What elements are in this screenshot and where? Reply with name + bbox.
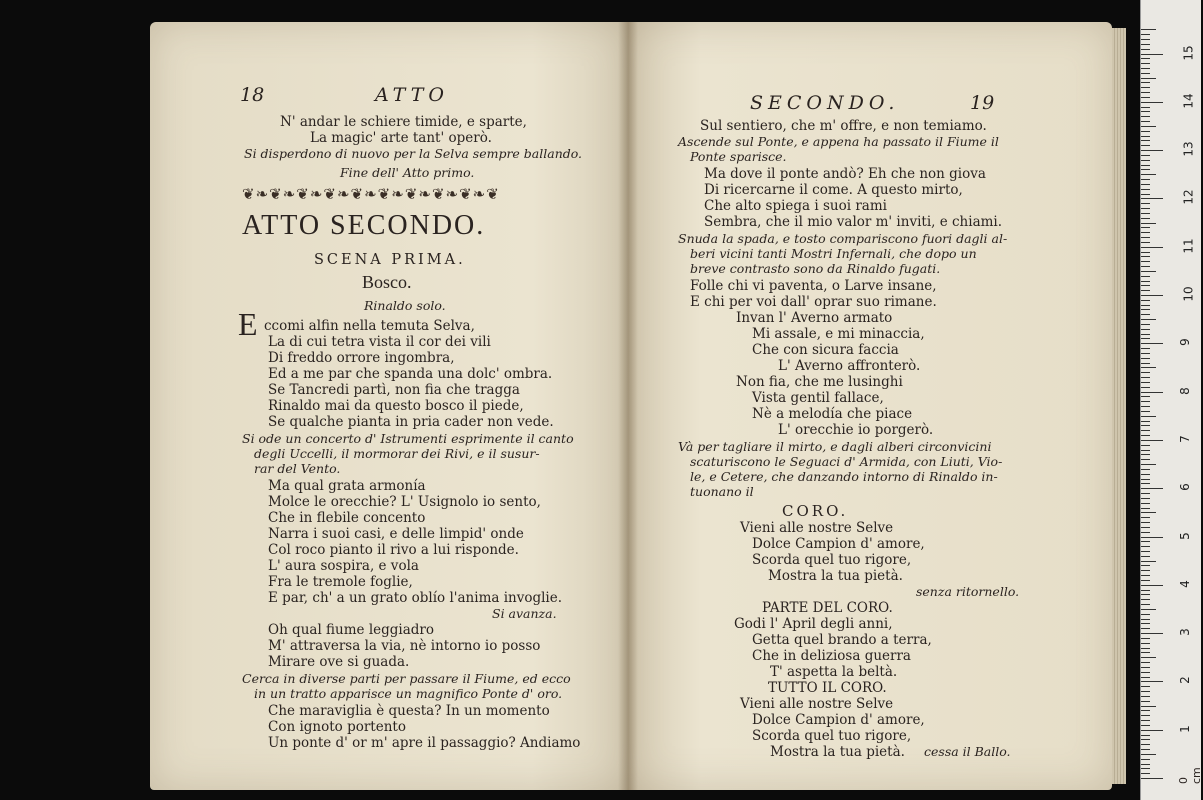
ruler-tick <box>1141 155 1150 156</box>
ruler-tick <box>1141 628 1150 629</box>
ruler-label: 14 <box>1181 93 1196 109</box>
ruler-label: 13 <box>1181 141 1196 157</box>
ruler-tick <box>1141 82 1150 83</box>
ruler-tick <box>1141 256 1150 257</box>
ruler-tick <box>1141 604 1150 605</box>
ruler-tick <box>1141 242 1150 243</box>
stage-direction: scaturiscono le Seguaci d' Armida, con Liuti, Vio- <box>690 454 1003 469</box>
right-running-head: SECONDO. <box>750 92 900 114</box>
verse-line: Se Tancredi partì, non fia che tragga <box>268 382 520 398</box>
ruler-tick <box>1141 643 1150 644</box>
ruler-tick <box>1141 749 1150 750</box>
ruler-tick <box>1141 121 1150 122</box>
ruler-tick <box>1141 363 1150 364</box>
ruler-tick <box>1141 527 1150 528</box>
ruler-tick <box>1141 396 1150 397</box>
verse-line: L' Averno affronterò. <box>778 358 921 374</box>
ruler-label: 8 <box>1177 386 1192 395</box>
ruler-label: 7 <box>1177 435 1192 443</box>
ruler-tick <box>1141 585 1163 586</box>
ruler-tick <box>1141 590 1150 591</box>
ruler-tick <box>1141 34 1150 35</box>
stage-direction: Snuda la spada, e tosto compariscono fuori dagli al- <box>678 231 1008 246</box>
ruler-tick <box>1141 469 1150 470</box>
ruler-tick <box>1141 696 1150 697</box>
ruler-tick <box>1141 715 1150 716</box>
verse-line: Non fia, che me lusinghi <box>736 374 903 390</box>
ruler-tick <box>1141 126 1156 127</box>
ruler-tick <box>1141 329 1150 330</box>
stage-direction: Cerca in diverse parti per passare il Fiume, ed ecco <box>242 671 571 686</box>
verse-line: Con ignoto portento <box>268 719 406 735</box>
verse-line: L' orecchie io porgerò. <box>778 422 934 438</box>
ruler-tick <box>1141 281 1150 282</box>
ornament-divider: ❦❧❦❧❦❧❦❧❦❧❦❧❦❧❦❧❦❧❦ <box>242 185 500 203</box>
chorus-line: Scorda quel tuo rigore, <box>752 728 912 744</box>
verse-line: L' aura sospira, e vola <box>268 558 419 574</box>
ruler-tick <box>1141 681 1163 682</box>
chorus-line: Vieni alle nostre Selve <box>740 520 894 536</box>
ruler-tick <box>1141 450 1150 451</box>
ruler-tick <box>1141 232 1150 233</box>
ruler-tick <box>1141 140 1150 141</box>
ruler-tick <box>1141 416 1156 417</box>
verse-line: Oh qual fiume leggiadro <box>268 622 435 638</box>
ruler-tick <box>1141 425 1150 426</box>
stage-direction: Và per tagliare il mirto, e dagli alberi circonvicini <box>678 439 992 454</box>
ruler-tick <box>1141 261 1150 262</box>
ruler-tick <box>1141 454 1150 455</box>
ruler-tick <box>1141 338 1150 339</box>
ruler-tick <box>1141 295 1163 296</box>
ruler-tick <box>1141 686 1150 687</box>
ruler-tick <box>1141 488 1163 489</box>
book-gutter <box>618 22 638 790</box>
verse-line: E chi per voi dall' oprar suo rimane. <box>690 294 937 310</box>
ruler-tick <box>1141 768 1150 769</box>
ruler-tick <box>1141 430 1150 431</box>
ruler-tick <box>1141 198 1163 199</box>
left-running-head: ATTO <box>375 84 449 106</box>
ruler-tick <box>1141 720 1150 721</box>
chorus-heading: CORO. <box>782 502 849 520</box>
ruler-tick <box>1141 594 1150 595</box>
ruler-tick <box>1141 599 1150 600</box>
chorus-line: Che in deliziosa guerra <box>752 648 911 664</box>
ruler-tick <box>1141 537 1163 538</box>
act-end-note: Fine dell' Atto primo. <box>340 165 475 180</box>
ruler-label: 12 <box>1181 189 1196 206</box>
ruler-tick <box>1141 73 1150 74</box>
ruler-tick <box>1141 580 1150 581</box>
ruler-tick <box>1141 290 1150 291</box>
verse-line: Di freddo orrore ingombra, <box>268 350 455 366</box>
ruler-tick <box>1141 189 1150 190</box>
ruler-tick <box>1141 778 1163 779</box>
ruler-tick <box>1141 208 1150 209</box>
ruler-tick <box>1141 638 1150 639</box>
ruler-tick <box>1141 136 1150 137</box>
ruler-tick <box>1141 667 1150 668</box>
ruler-tick <box>1141 479 1150 480</box>
ruler-tick <box>1141 730 1163 731</box>
verse-line: Di ricercarne il come. A questo mirto, <box>704 182 963 198</box>
ruler-tick <box>1141 503 1150 504</box>
ruler-tick <box>1141 58 1150 59</box>
ruler-tick <box>1141 367 1156 368</box>
ruler-tick <box>1141 102 1163 103</box>
ruler-tick <box>1141 570 1150 571</box>
character-note: Rinaldo solo. <box>364 298 446 313</box>
verse-line: ccomi alfin nella temuta Selva, <box>264 318 475 334</box>
ruler-label: 15 <box>1181 44 1196 61</box>
act-title: ATTO SECONDO. <box>242 210 486 241</box>
ruler-tick <box>1141 512 1156 513</box>
ruler-tick <box>1141 194 1150 195</box>
ruler-tick <box>1141 131 1150 132</box>
verse-line: Che alto spiega i suoi rami <box>704 198 887 214</box>
ruler-tick <box>1141 474 1150 475</box>
stage-direction: breve contrasto sono da Rinaldo fugati. <box>690 261 941 276</box>
ruler-unit-label: 0 cm <box>1177 767 1203 784</box>
ruler-tick <box>1141 266 1150 267</box>
ruler-tick <box>1141 300 1150 301</box>
ruler-tick <box>1141 672 1150 673</box>
ruler-tick <box>1141 387 1150 388</box>
ruler-tick <box>1141 382 1150 383</box>
verse-line: La di cui tetra vista il cor dei vili <box>268 334 491 350</box>
stage-direction: Si disperdono di nuovo per la Selva sempre ballando. <box>244 146 583 161</box>
ruler-tick <box>1141 227 1150 228</box>
ruler-tick <box>1141 421 1150 422</box>
ruler-tick <box>1141 305 1150 306</box>
ruler-label: 5 <box>1177 531 1192 540</box>
ruler-tick <box>1141 440 1163 441</box>
verse-line: Sul sentiero, che m' offre, e non temiamo. <box>700 118 987 134</box>
ruler-label: 10 <box>1181 286 1196 302</box>
verse-line: Sembra, che il mio valor m' inviti, e chiami. <box>704 214 1003 230</box>
verse-line: Che in flebile concento <box>268 510 426 526</box>
ruler-tick <box>1141 735 1150 736</box>
ruler-tick <box>1141 435 1150 436</box>
ruler-tick <box>1141 483 1150 484</box>
stage-direction: Ascende sul Ponte, e appena ha passato il Fiume il <box>678 134 999 149</box>
ruler-tick <box>1141 401 1150 402</box>
chorus-line: T' aspetta la beltà. <box>770 664 898 680</box>
ruler-tick <box>1141 309 1150 310</box>
ruler-tick <box>1141 392 1163 393</box>
ruler-tick <box>1141 39 1150 40</box>
ruler-tick <box>1141 633 1163 634</box>
verse-line: Nè a melodía che piace <box>752 406 913 422</box>
verse-line: M' attraversa la via, nè intorno io posso <box>268 638 541 654</box>
ruler-label: 1 <box>1177 724 1192 733</box>
ruler-tick <box>1141 464 1156 465</box>
ruler-tick <box>1141 314 1150 315</box>
chorus-part-heading: PARTE DEL CORO. <box>762 600 893 616</box>
stage-direction: tuonano il <box>690 484 754 499</box>
ruler-tick <box>1141 609 1156 610</box>
verse-line: Che con sicura faccia <box>752 342 899 358</box>
ruler-tick <box>1141 203 1150 204</box>
verse-line: La magic' arte tant' operò. <box>310 130 492 146</box>
ruler-tick <box>1141 725 1150 726</box>
ruler-tick <box>1141 445 1150 446</box>
verse-line: Mirare ove si guada. <box>268 654 410 670</box>
ruler-tick <box>1141 92 1150 93</box>
verse-line: Invan l' Averno armato <box>736 310 893 326</box>
ruler-tick <box>1141 498 1150 499</box>
ruler-tick <box>1141 165 1150 166</box>
verse-line: Col roco pianto il rivo a lui risponde. <box>268 542 519 558</box>
ruler-tick <box>1141 324 1150 325</box>
verse-line: Ma qual grata armonía <box>268 478 426 494</box>
ruler-tick <box>1141 759 1150 760</box>
ruler-tick <box>1141 169 1150 170</box>
ruler-tick <box>1141 411 1150 412</box>
stage-direction: beri vicini tanti Mostri Infernali, che dopo un <box>690 246 977 261</box>
ruler-tick <box>1141 377 1150 378</box>
ruler-tick <box>1141 522 1150 523</box>
chorus-line: Godi l' April degli anni, <box>734 616 893 632</box>
ruler-tick <box>1141 551 1150 552</box>
verse-line: Mi assale, e mi minaccia, <box>752 326 925 342</box>
ruler-tick <box>1141 184 1150 185</box>
chorus-line: Scorda quel tuo rigore, <box>752 552 912 568</box>
ruler-tick <box>1141 107 1150 108</box>
verse-line: Vista gentil fallace, <box>752 390 884 406</box>
chorus-line: Getta quel brando a terra, <box>752 632 932 648</box>
verse-line: Folle chi vi paventa, o Larve insane, <box>690 278 937 294</box>
ruler-tick <box>1141 150 1163 151</box>
ruler-tick <box>1141 623 1150 624</box>
ruler-tick <box>1141 237 1150 238</box>
ruler-label: 3 <box>1177 628 1192 636</box>
ruler-tick <box>1141 648 1150 649</box>
verse-line: Se qualche pianta in pria cader non vede. <box>268 414 554 430</box>
measuring-ruler <box>1140 0 1201 800</box>
ruler-label: 2 <box>1177 676 1192 685</box>
ruler-tick <box>1141 334 1150 335</box>
ruler-tick <box>1141 276 1150 277</box>
ruler-label: 9 <box>1177 338 1192 347</box>
ruler-tick <box>1141 78 1156 79</box>
open-book <box>150 22 1112 790</box>
ruler-tick <box>1141 754 1156 755</box>
ruler-tick <box>1141 614 1150 615</box>
ruler-tick <box>1141 252 1150 253</box>
ruler-tick <box>1141 406 1150 407</box>
verse-line: Molce le orecchie? L' Usignolo io sento, <box>268 494 541 510</box>
right-page-number: 19 <box>970 92 995 114</box>
ruler-tick <box>1141 87 1150 88</box>
ruler-tick <box>1141 459 1150 460</box>
verse-line: Ed a me par che spanda una dolc' ombra. <box>268 366 553 382</box>
stage-direction: rar del Vento. <box>254 461 341 476</box>
stage-aside: Si avanza. <box>492 606 557 621</box>
ruler-tick <box>1141 145 1150 146</box>
ruler-tick <box>1141 285 1150 286</box>
ruler-tick <box>1141 701 1150 702</box>
ruler-tick <box>1141 691 1150 692</box>
ruler-tick <box>1141 68 1150 69</box>
stage-note: senza ritornello. <box>916 584 1020 599</box>
ruler-tick <box>1141 213 1150 214</box>
stage-direction: degli Uccelli, il mormorar dei Rivi, e il susur- <box>254 446 540 461</box>
ruler-tick <box>1141 619 1150 620</box>
ruler-tick <box>1141 706 1156 707</box>
ruler-tick <box>1141 353 1150 354</box>
ruler-tick <box>1141 541 1150 542</box>
ruler-tick <box>1141 517 1150 518</box>
verse-line: N' andar le schiere timide, e sparte, <box>280 114 527 130</box>
ruler-tick <box>1141 561 1156 562</box>
ruler-tick <box>1141 739 1150 740</box>
stage-direction: in un tratto apparisce un magnifico Ponte d' oro. <box>254 686 563 701</box>
ruler-tick <box>1141 657 1156 658</box>
verse-line: Ma dove il ponte andò? Eh che non giova <box>704 166 986 182</box>
ruler-tick <box>1141 348 1150 349</box>
ruler-tick <box>1141 764 1150 765</box>
stage-note: cessa il Ballo. <box>924 744 1011 759</box>
ruler-tick <box>1141 358 1150 359</box>
chorus-line: Dolce Campion d' amore, <box>752 712 925 728</box>
ruler-tick <box>1141 662 1150 663</box>
ruler-tick <box>1141 532 1150 533</box>
verse-line: Un ponte d' or m' apre il passaggio? Andiamo <box>268 735 581 751</box>
chorus-line: Vieni alle nostre Selve <box>740 696 894 712</box>
ruler-tick <box>1141 63 1150 64</box>
scene-setting: Bosco. <box>362 272 412 292</box>
ruler-tick <box>1141 319 1156 320</box>
ruler-tick <box>1141 343 1163 344</box>
ruler-tick <box>1141 218 1150 219</box>
ruler-tick <box>1141 372 1150 373</box>
verse-line: Fra le tremole foglie, <box>268 574 413 590</box>
ruler-tick <box>1141 565 1150 566</box>
left-page-number: 18 <box>240 84 265 106</box>
stage-direction: Si ode un concerto d' Istrumenti esprimente il canto <box>242 431 574 446</box>
ruler-tick <box>1141 174 1156 175</box>
ruler-tick <box>1141 179 1150 180</box>
ruler-label: 11 <box>1181 238 1196 254</box>
ruler-tick <box>1141 247 1163 248</box>
ruler-tick <box>1141 744 1150 745</box>
ruler-tick <box>1141 271 1156 272</box>
ruler-tick <box>1141 677 1150 678</box>
chorus-line: Dolce Campion d' amore, <box>752 536 925 552</box>
ruler-tick <box>1141 49 1150 50</box>
ruler-tick <box>1141 160 1150 161</box>
ruler-label: 6 <box>1177 483 1192 492</box>
ruler-tick <box>1141 44 1150 45</box>
verse-line: Narra i suoi casi, e delle limpid' onde <box>268 526 524 542</box>
drop-cap: E <box>238 306 258 342</box>
verse-line: E par, ch' a un grato oblío l'anima invoglie. <box>268 590 563 606</box>
ruler-label: 4 <box>1177 579 1192 588</box>
stage-direction: le, e Cetere, che danzando intorno di Rinaldo in- <box>690 469 998 484</box>
ruler-tick <box>1141 116 1150 117</box>
ruler-tick <box>1141 546 1150 547</box>
ruler-tick <box>1141 773 1150 774</box>
ruler-tick <box>1141 710 1150 711</box>
ruler-tick <box>1141 97 1150 98</box>
verse-line: Rinaldo mai da questo bosco il piede, <box>268 398 524 414</box>
ruler-tick <box>1141 493 1150 494</box>
ruler-tick <box>1141 29 1156 30</box>
ruler-tick <box>1141 111 1150 112</box>
chorus-line: Mostra la tua pietà. <box>770 744 905 760</box>
chorus-full-heading: TUTTO IL CORO. <box>768 680 887 696</box>
ruler-tick <box>1141 508 1150 509</box>
stage-direction: Ponte sparisce. <box>690 149 787 164</box>
page-edges <box>1112 28 1126 784</box>
ruler-tick <box>1141 223 1156 224</box>
ruler-tick <box>1141 575 1150 576</box>
chorus-line: Mostra la tua pietà. <box>768 568 903 584</box>
scene-title: SCENA PRIMA. <box>314 252 466 268</box>
ruler-tick <box>1141 556 1150 557</box>
ruler-tick <box>1141 54 1163 55</box>
verse-line: Che maraviglia è questa? In un momento <box>268 703 550 719</box>
ruler-tick <box>1141 652 1150 653</box>
